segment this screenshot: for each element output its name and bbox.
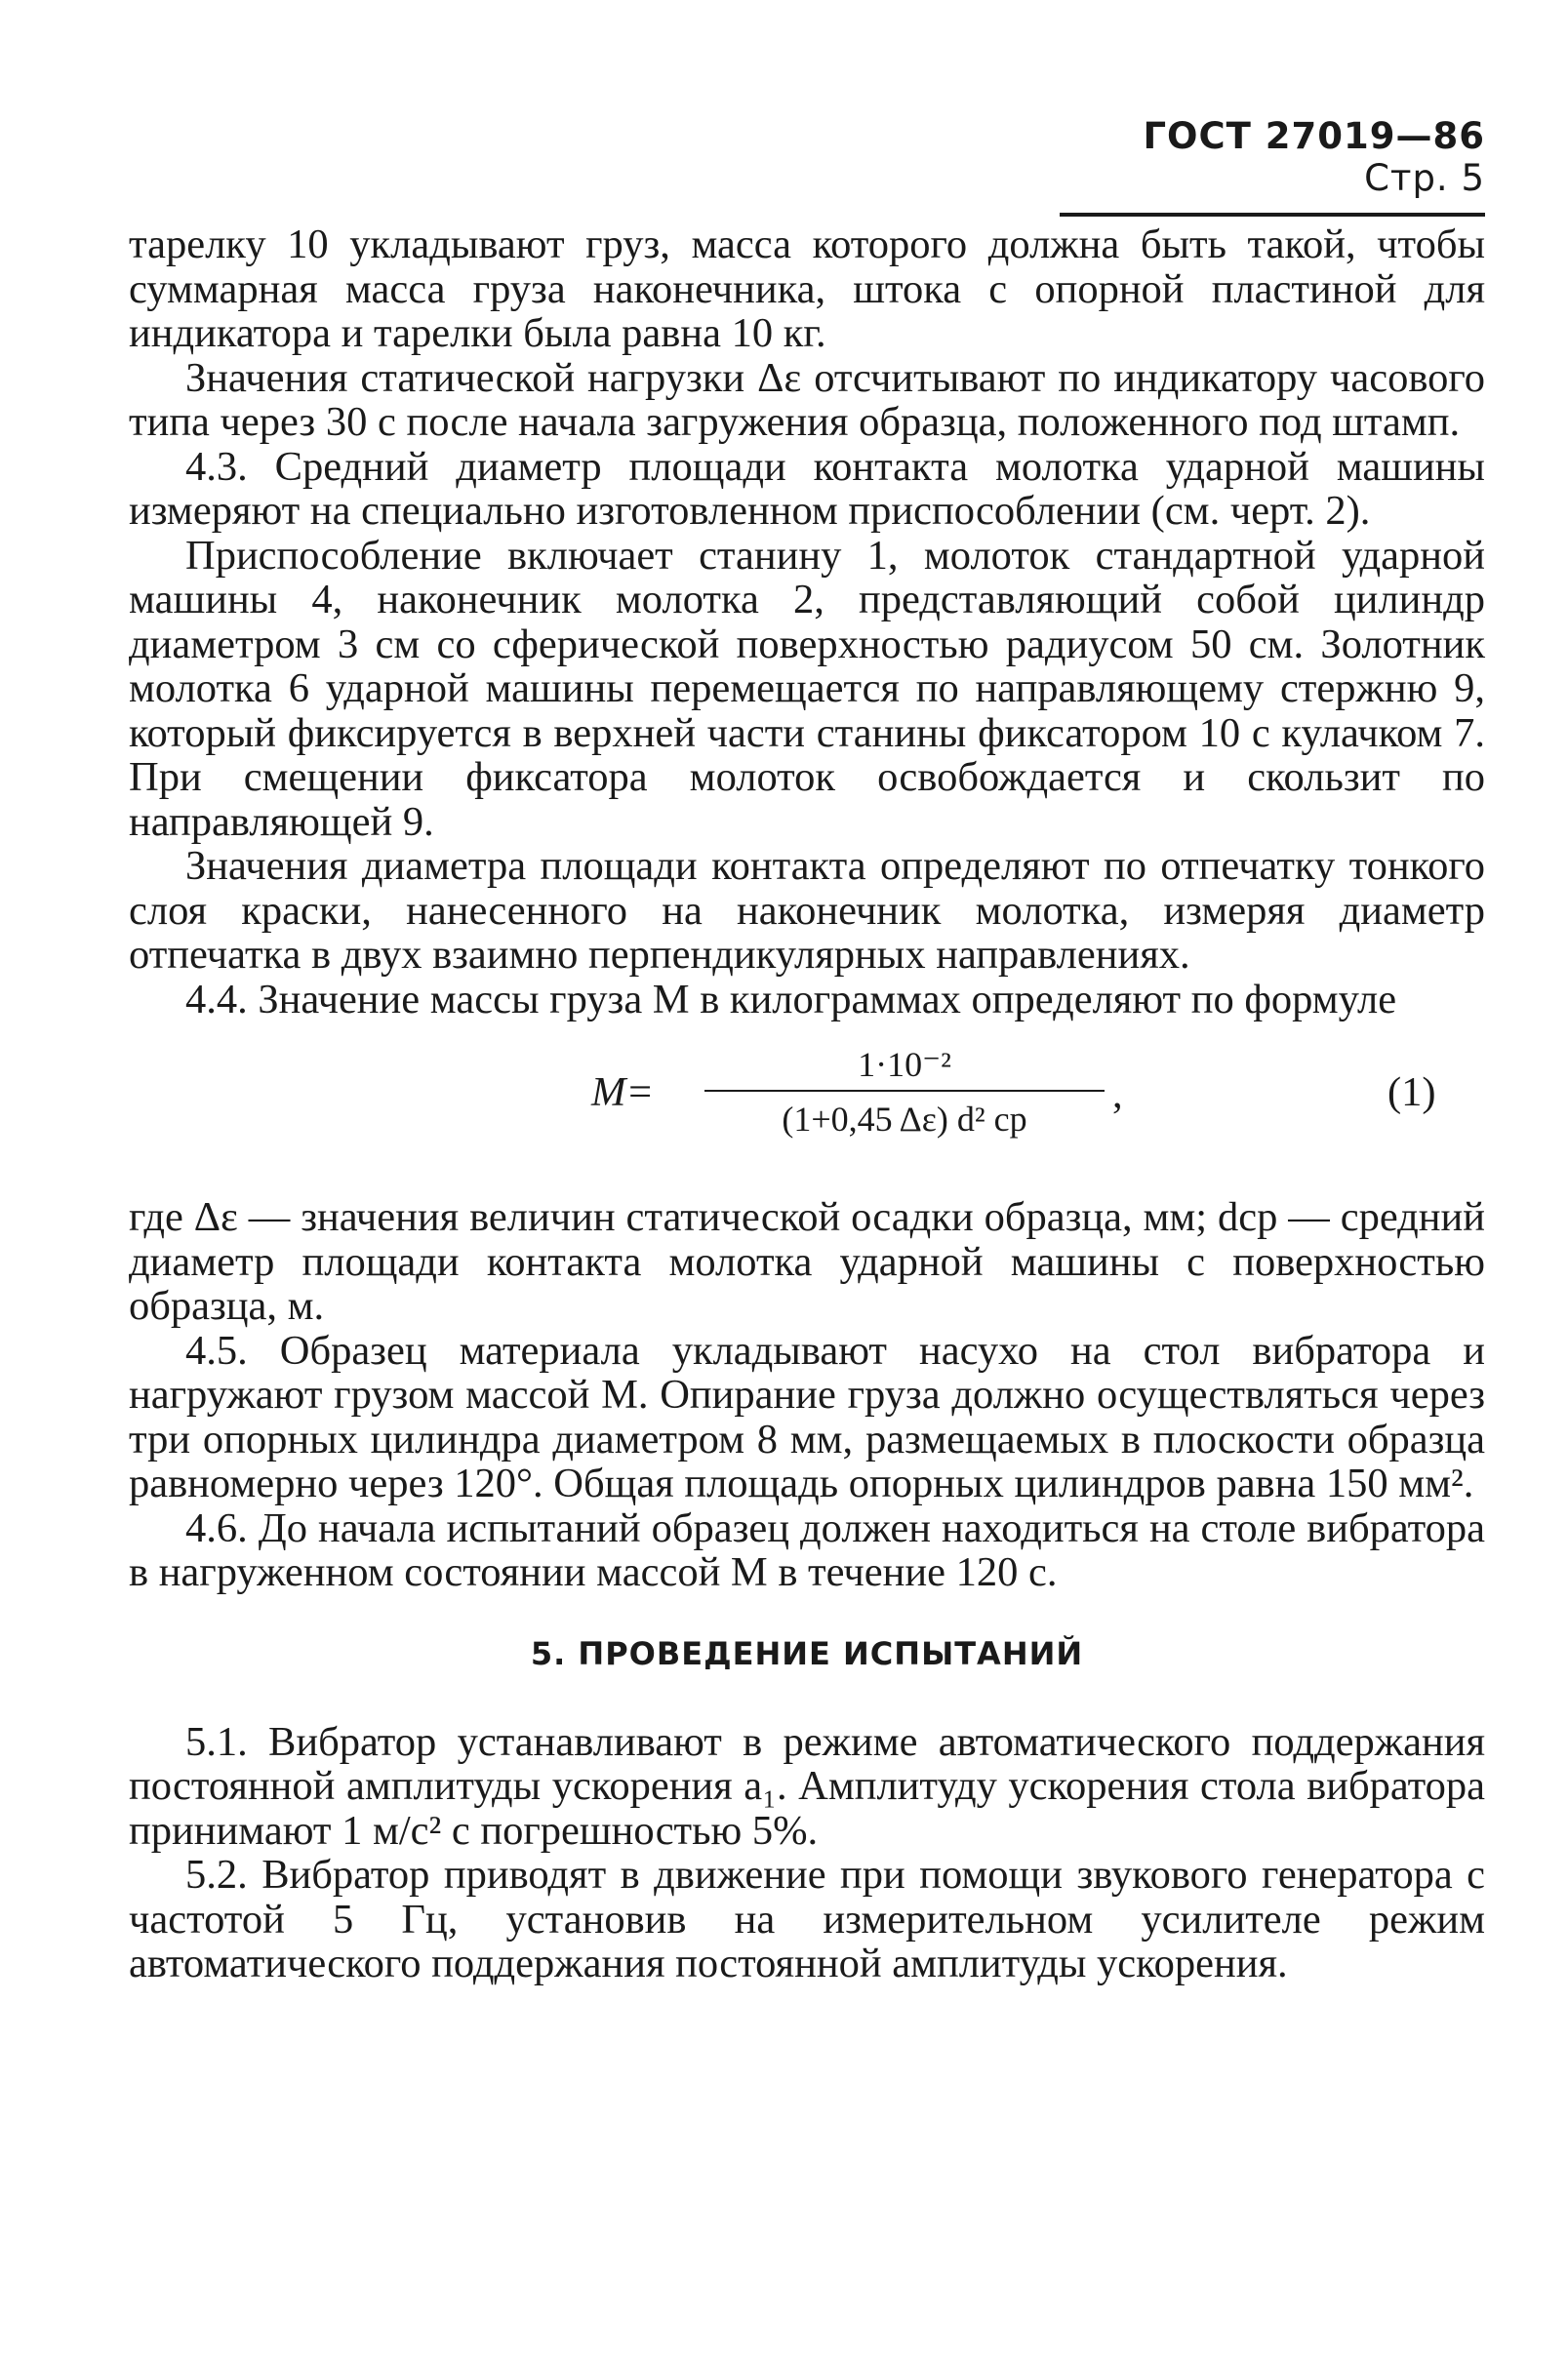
paragraph: 5.2. Вибратор приводят в движение при помощи звукового генератора с частотой 5 Гц, установив на измерительном усилителе режим автоматического поддержания постоянной амплитуды ускорения. bbox=[129, 1852, 1485, 1986]
document-body bbox=[129, 222, 1485, 1986]
paragraph: 4.4. Значение массы груза M в килограммах определяют по формуле bbox=[185, 976, 1397, 1022]
page-number: Стр. 5 bbox=[1364, 157, 1485, 199]
standard-code: ГОСТ 27019—86 bbox=[1143, 115, 1485, 157]
paragraph: где Δε — значения величин статической осадки образца, мм; dср — средний диаметр площади контакта молотка ударной машины с поверхностью образца, м. bbox=[129, 1194, 1485, 1329]
formula-1 bbox=[129, 1043, 1485, 1166]
section-title: 5. ПРОВЕДЕНИЕ ИСПЫТАНИЙ bbox=[530, 1634, 1084, 1672]
formula-lhs: M= bbox=[591, 1069, 655, 1115]
formula-numerator: 1·10⁻² bbox=[858, 1045, 951, 1084]
paragraph: Приспособление включает станину 1, молоток стандартной ударной машины 4, наконечник молотка 2, представляющий собой цилиндр диаметром 3 см со сферической поверхностью радиусом 50 см. Золотник молотка 6 ударной машины перемещается по направляющему стержню 9, который фиксируется в верхней части станины фиксатором 10 с кулачком 7. При смещении фиксатора молоток освобождается и скользит по направляющей 9. bbox=[129, 532, 1485, 845]
formula-fraction bbox=[704, 1043, 1105, 1141]
formula-comma: , bbox=[1112, 1071, 1123, 1117]
formula-denominator: (1+0,45 Δε) d² ср bbox=[782, 1100, 1027, 1139]
paragraph: тарелку 10 укладывают груз, масса которого должна быть такой, чтобы суммарная масса груза наконечника, штока с опорной пластиной для индикатора и тарелки была равна 10 кг. bbox=[129, 221, 1485, 356]
page-header bbox=[1060, 115, 1485, 217]
fraction-bar bbox=[704, 1090, 1105, 1092]
paragraph: 4.6. До начала испытаний образец должен находиться на столе вибратора в нагруженном состоянии массой M в течение 120 с. bbox=[129, 1504, 1485, 1595]
paragraph: 5.1. Вибратор устанавливают в режиме автоматического поддержания постоянной амплитуды ускорения a₁. Амплитуду ускорения стола вибратора принимают 1 м/с² с погрешностью 5%. bbox=[129, 1718, 1485, 1854]
formula-number: (1) bbox=[1387, 1069, 1436, 1115]
paragraph: Значения статической нагрузки Δε отсчитывают по индикатору часового типа через 30 с после начала загружения образца, положенного под штамп. bbox=[129, 354, 1485, 445]
paragraph: Значения диаметра площади контакта определяют по отпечатку тонкого слоя краски, нанесенного на наконечник молотка, измеряя диаметр отпечатка в двух взаимно перпендикулярных направлениях. bbox=[129, 843, 1485, 978]
paragraph: 4.3. Средний диаметр площади контакта молотка ударной машины измеряют на специально изготовленном приспособлении (см. черт. 2). bbox=[129, 443, 1485, 534]
paragraph: 4.5. Образец материала укладывают насухо на стол вибратора и нагружают грузом массой M. Опирание груза должно осуществляться через три опорных цилиндра диаметром 8 мм, размещаемых в плоскости образца равномерно через 120°. Общая площадь опорных цилиндров равна 150 мм². bbox=[129, 1327, 1485, 1506]
